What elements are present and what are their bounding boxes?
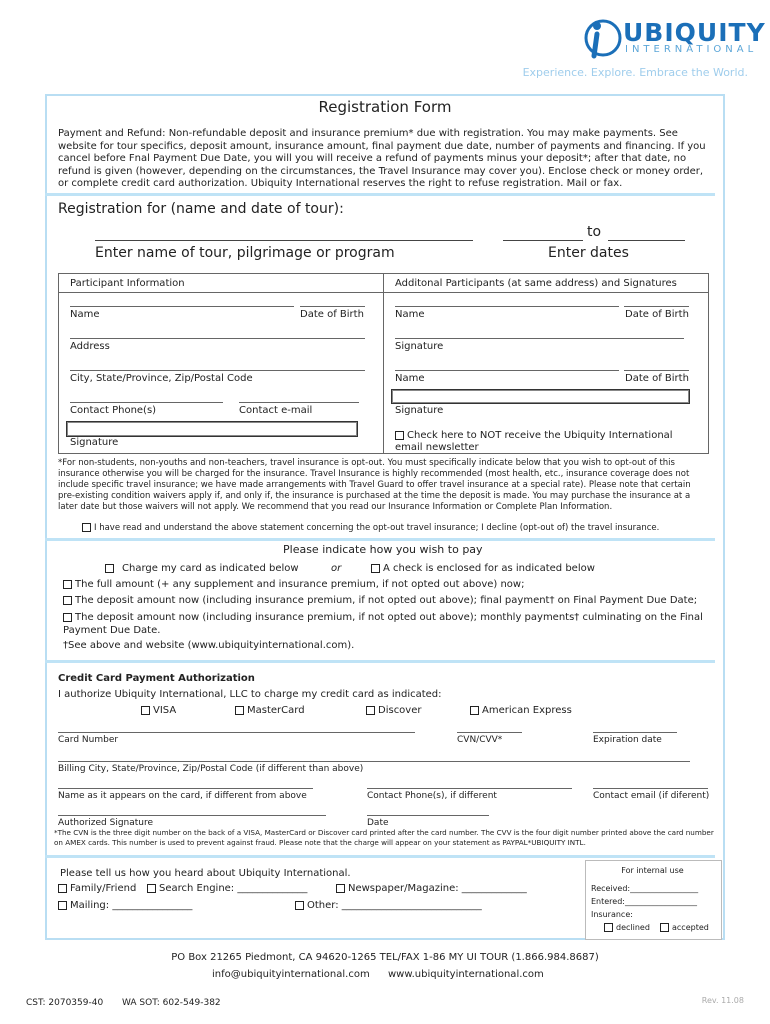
dates-label: Enter dates — [548, 245, 629, 261]
add-sig2-label: Signature — [395, 405, 444, 416]
family-option — [58, 883, 136, 894]
full-label: The full amount (+ any supplement and insurance premium, if not opted out above) now; — [75, 579, 525, 590]
newsletter-checkbox[interactable] — [395, 431, 404, 440]
billing-label: Billing City, State/Province, Zip/Postal Code (if different than above) — [58, 764, 364, 774]
entered-label: Entered:__________________ — [591, 897, 697, 906]
address-field[interactable] — [70, 337, 365, 339]
other-option — [295, 900, 482, 911]
expiration-label: Expiration date — [593, 735, 662, 745]
cc-email-field[interactable] — [593, 787, 708, 789]
registration-for-heading: Registration for (name and date of tour): — [58, 201, 344, 217]
pay-header: Please indicate how you wish to pay — [283, 543, 483, 556]
logo-wordmark: UBIQUITY — [623, 18, 766, 47]
cc-authorize-text: I authorize Ubiquity International, LLC to charge my credit card as indicated: — [58, 689, 442, 700]
additional-header: Additonal Participants (at same address) and Signatures — [395, 278, 677, 289]
declined-option — [604, 923, 650, 932]
wa-sot-number: WA SOT: 602-549-382 — [122, 998, 221, 1008]
email-label: Contact e-mail — [239, 405, 313, 416]
name-label: Name — [70, 309, 100, 320]
add-sig1-label: Signature — [395, 341, 444, 352]
optout-option — [82, 523, 659, 534]
deposit1-label: The deposit amount now (including insurance premium, if not opted out above); final payment† on Final Payment Due Date; — [75, 595, 698, 606]
mastercard-checkbox[interactable] — [235, 706, 244, 715]
to-label: to — [587, 224, 602, 240]
amex-option — [470, 705, 572, 716]
card-checkbox[interactable] — [105, 564, 114, 573]
date-label: Date — [367, 818, 389, 828]
add-sig1-field[interactable] — [395, 337, 684, 339]
cc-phone-label: Contact Phone(s), if different — [367, 791, 497, 801]
divider — [45, 660, 715, 663]
news-checkbox[interactable] — [336, 884, 345, 893]
auth-signature-field[interactable] — [58, 814, 326, 816]
discover-label: Discover — [378, 705, 422, 716]
city-field[interactable] — [70, 369, 365, 371]
cc-phone-field[interactable] — [367, 787, 572, 789]
start-date-field[interactable] — [503, 226, 583, 241]
received-label: Received:_________________ — [591, 884, 699, 893]
signature-field[interactable] — [66, 421, 358, 437]
cvn-field[interactable] — [457, 731, 522, 733]
phone-field[interactable] — [70, 401, 223, 403]
optout-checkbox[interactable] — [82, 523, 91, 532]
cvn-note: *The CVN is the three digit number on the back of a VISA, MasterCard or Discover card printed after the card number. The CVV is the four digit number printed above the card number on AMEX cards. This number is used to prevent against fraud. Please note that the charge will appear on your statement as PAYPAL*UBIQUITY INTL. — [54, 828, 714, 847]
news-option — [336, 883, 527, 894]
card-number-field[interactable] — [58, 731, 415, 733]
newsletter-label: Check here to NOT receive the Ubiquity International email newsletter — [395, 430, 673, 453]
end-date-field[interactable] — [608, 226, 685, 241]
mailing-checkbox[interactable] — [58, 901, 67, 910]
card-name-label: Name as it appears on the card, if different from above — [58, 791, 307, 801]
visa-option — [141, 705, 176, 716]
heard-question: Please tell us how you heard about Ubiquity International. — [60, 868, 351, 879]
or-label: or — [331, 563, 342, 574]
card-number-label: Card Number — [58, 735, 119, 745]
check-label: A check is enclosed for as indicated below — [383, 563, 595, 574]
discover-checkbox[interactable] — [366, 706, 375, 715]
logo-subtitle: INTERNATIONAL — [625, 44, 758, 55]
add-dob2-field[interactable] — [624, 369, 689, 371]
add-dob2-label: Date of Birth — [625, 373, 689, 384]
footer-address: PO Box 21265 Piedmont, CA 94620-1265 TEL/FAX 1-86 MY UI TOUR (1.866.984.8687) — [171, 952, 599, 963]
tour-label: Enter name of tour, pilgrimage or program — [95, 245, 395, 261]
amex-label: American Express — [482, 705, 572, 716]
participant-header: Participant Information — [70, 278, 185, 289]
card-label: Charge my card as indicated below — [122, 563, 299, 574]
newsletter-option — [395, 430, 695, 454]
payment-refund-text: Payment and Refund: Non-refundable deposit and insurance premium* due with registration. You may make payments. See website for tour specifics, deposit amount, insurance amount, final payment due date, number of payments and financing. If you cancel before Fnal Payment Due Date, you will you will receive a refund of payments minus your deposit*; after that date, no refund is given (however, depending on the circumstances, the Travel Insurance may cover you). Enclose check or money order, or complete credit card authorization. Ubiquity International reserves the right to refuse registration. Mail or fax. — [58, 128, 706, 189]
declined-checkbox[interactable] — [604, 923, 613, 932]
email-field[interactable] — [239, 401, 359, 403]
add-name1-field[interactable] — [395, 305, 619, 307]
mailing-option — [58, 900, 192, 911]
accepted-checkbox[interactable] — [660, 923, 669, 932]
phone-label: Contact Phone(s) — [70, 405, 157, 416]
deposit1-option — [63, 595, 697, 606]
mastercard-label: MasterCard — [247, 705, 305, 716]
visa-checkbox[interactable] — [141, 706, 150, 715]
address-label: Address — [70, 341, 110, 352]
name-field[interactable] — [70, 305, 294, 307]
mc-option — [235, 705, 305, 716]
box-header-line — [58, 292, 709, 293]
visa-label: VISA — [153, 705, 177, 716]
box-divider — [383, 273, 384, 454]
tour-name-field[interactable] — [95, 226, 473, 241]
deposit2-label: The deposit amount now (including insurance premium, if not opted out above); monthly payments† culminating on the Final Payment Due Date. — [63, 612, 703, 636]
mailing-label: Mailing: ________________ — [70, 900, 193, 911]
check-checkbox[interactable] — [371, 564, 380, 573]
signature-label: Signature — [70, 437, 119, 448]
form-title: Registration Form — [318, 98, 452, 116]
other-label: Other: ____________________________ — [307, 900, 482, 911]
discover-option — [366, 705, 422, 716]
amex-checkbox[interactable] — [470, 706, 479, 715]
news-label: Newspaper/Magazine: _____________ — [348, 883, 527, 894]
internal-title: For internal use — [621, 866, 684, 875]
dob-field[interactable] — [300, 305, 365, 307]
deposit2-option — [63, 611, 703, 637]
company-logo — [583, 16, 766, 66]
cc-header: Credit Card Payment Authorization — [58, 673, 255, 684]
add-dob1-field[interactable] — [624, 305, 689, 307]
cc-email-label: Contact email (if diferent) — [593, 791, 710, 801]
deposit2-checkbox[interactable] — [63, 613, 72, 622]
accepted-label: accepted — [672, 923, 709, 932]
cst-number: CST: 2070359-40 — [26, 998, 104, 1008]
optout-label: I have read and understand the above statement concerning the opt-out travel insurance; I decline (opt-out of) the travel insurance. — [94, 523, 660, 533]
footer-website[interactable]: www.ubiquityinternational.com — [388, 969, 544, 980]
card-name-field[interactable] — [58, 787, 313, 789]
expiration-field[interactable] — [593, 731, 677, 733]
card-option — [105, 563, 299, 574]
divider — [45, 855, 715, 858]
add-name2-label: Name — [395, 373, 425, 384]
insurance-label: Insurance: — [591, 910, 633, 919]
cvn-label: CVN/CVV* — [457, 735, 503, 745]
auth-signature-label: Authorized Signature — [58, 818, 154, 828]
add-name2-field[interactable] — [395, 369, 619, 371]
deposit1-checkbox[interactable] — [63, 596, 72, 605]
accepted-option — [660, 923, 709, 932]
family-label: Family/Friend — [70, 883, 137, 894]
search-label: Search Engine: ______________ — [159, 883, 308, 894]
dob-label: Date of Birth — [300, 309, 364, 320]
tagline: Experience. Explore. Embrace the World. — [522, 66, 748, 79]
add-dob1-label: Date of Birth — [625, 309, 689, 320]
footer-email[interactable]: info@ubiquityinternational.com — [212, 969, 370, 980]
search-checkbox[interactable] — [147, 884, 156, 893]
add-name1-label: Name — [395, 309, 425, 320]
globe-logo-icon — [583, 16, 623, 66]
date-field[interactable] — [367, 814, 489, 816]
family-checkbox[interactable] — [58, 884, 67, 893]
insurance-text: *For non-students, non-youths and non-teachers, travel insurance is opt-out. You must specifically indicate below that you wish to opt-out of this insurance otherwise you will be charged for the insurance. Travel Insurance is highly recommended (most health, etc., insurance coverage does not include specific travel insurance; we have made arrangements with Travel Guard to offer travel insurance at a special rate). Please note that certain pre-existing condition waivers apply if, and only if, the insurance is purchased at the time the deposit is made. You may purchase the insurance at a later date but those waivers will not apply. We recommend that you read our Insurance Information or Complete Plan Information. — [58, 458, 691, 512]
search-option — [147, 883, 307, 894]
revision: Rev. 11.08 — [701, 996, 744, 1005]
full-checkbox[interactable] — [63, 580, 72, 589]
add-sig2-field[interactable] — [391, 389, 690, 404]
city-label: City, State/Province, Zip/Postal Code — [70, 373, 253, 384]
full-option — [63, 579, 524, 590]
billing-field[interactable] — [58, 760, 690, 762]
declined-label: declined — [616, 923, 650, 932]
divider — [45, 538, 715, 541]
other-checkbox[interactable] — [295, 901, 304, 910]
check-option — [371, 563, 595, 574]
see-website-note: †See above and website (www.ubiquityinternational.com). — [63, 640, 355, 651]
divider — [45, 193, 715, 196]
